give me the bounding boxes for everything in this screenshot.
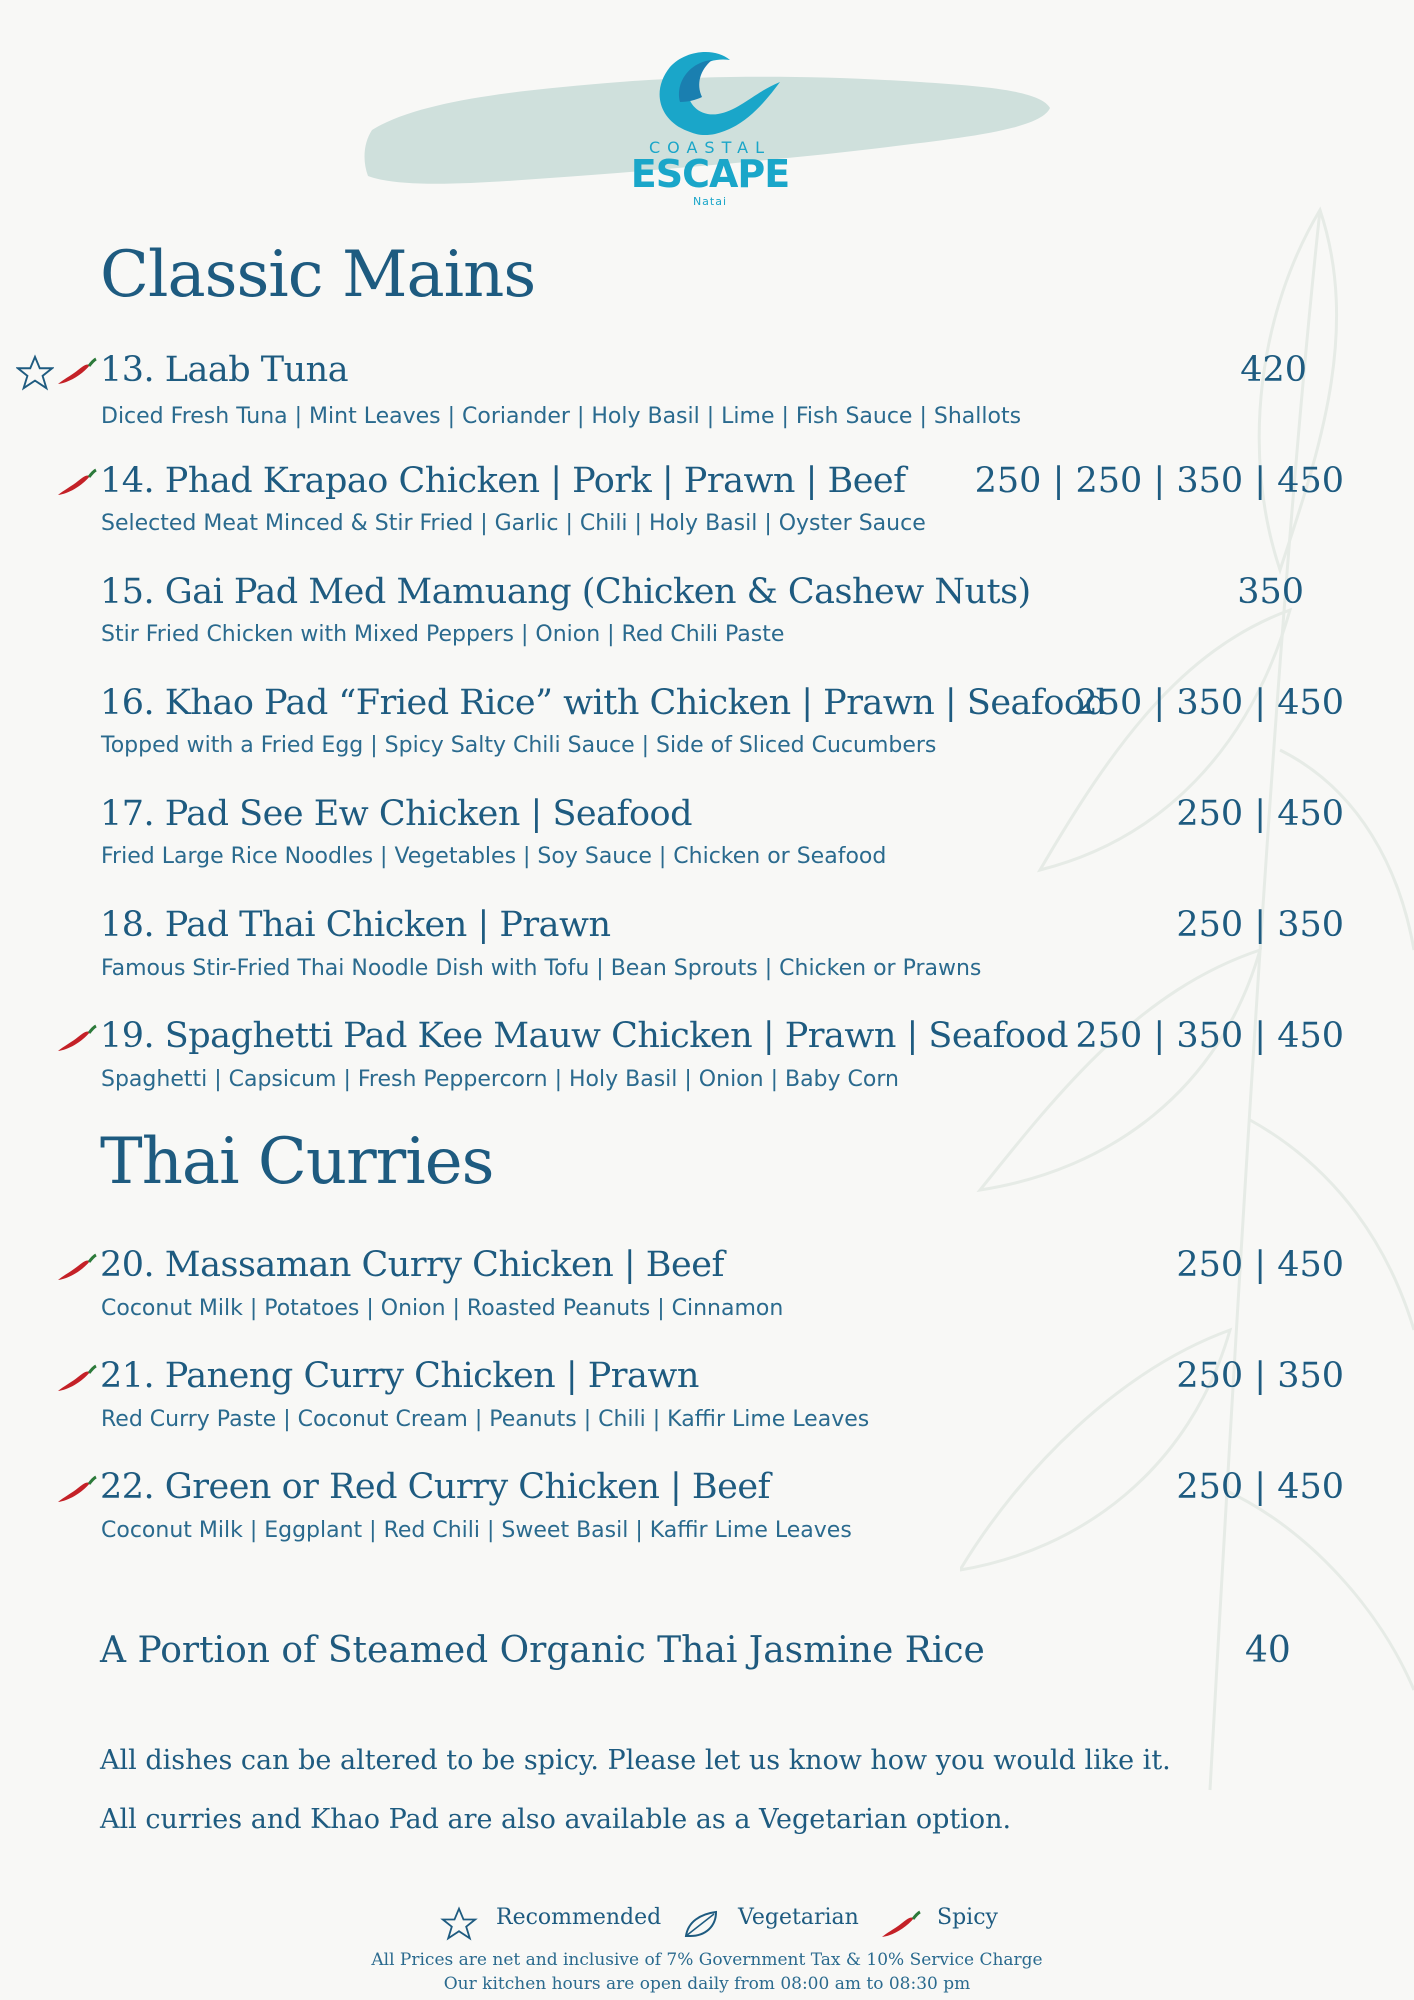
note-spicy: All dishes can be altered to be spicy. Please let us know how you would like it. [100,1745,1171,1776]
brand-logo [360,40,1060,220]
section-title-classic-mains: Classic Mains [100,238,536,312]
menu-item-desc: Diced Fresh Tuna | Mint Leaves | Coriander | Holy Basil | Lime | Fish Sauce | Shallots [101,404,1022,429]
menu-item-desc: Topped with a Fried Egg | Spicy Salty Chili Sauce | Side of Sliced Cucumbers [101,733,937,758]
menu-item-desc: Coconut Milk | Eggplant | Red Chili | Sweet Basil | Kaffir Lime Leaves [101,1518,852,1543]
menu-item-price: 250 | 350 | 450 [1075,683,1344,723]
brand-line3: Natai [692,195,728,208]
section-title-thai-curries: Thai Curries [100,1125,494,1199]
menu-item-price: 250 | 350 [1176,905,1344,945]
chili-icon [56,1253,98,1283]
menu-item-desc: Fried Large Rice Noodles | Vegetables | Soy Sauce | Chicken or Seafood [101,844,887,869]
menu-item-desc: Spaghetti | Capsicum | Fresh Peppercorn | Holy Basil | Onion | Baby Corn [101,1067,899,1092]
menu-item-name: 19. Spaghetti Pad Kee Mauw Chicken | Prawn | Seafood [100,1016,1068,1056]
rice-item-name: A Portion of Steamed Organic Thai Jasmine Rice [100,1630,985,1671]
menu-item-price: 250 | 250 | 350 | 450 [974,461,1344,501]
legend-spicy: Spicy [937,1905,998,1930]
footer-kitchen-hours: Our kitchen hours are open daily from 08:00 am to 08:30 pm [443,1974,971,1994]
wave-logo-icon [630,42,790,142]
chili-icon [56,468,98,498]
menu-item-name: 17. Pad See Ew Chicken | Seafood [100,794,693,834]
menu-item-name: 15. Gai Pad Med Mamuang (Chicken & Cashew Nuts) [100,572,1031,612]
footer-prices-note: All Prices are net and inclusive of 7% Government Tax & 10% Service Charge [371,1950,1043,1970]
menu-item-desc: Red Curry Paste | Coconut Cream | Peanuts | Chili | Kaffir Lime Leaves [101,1407,870,1432]
legend-vegetarian: Vegetarian [738,1905,859,1930]
menu-item-name: 20. Massaman Curry Chicken | Beef [100,1245,724,1285]
menu-item-name: 18. Pad Thai Chicken | Prawn [100,905,611,945]
menu-item-desc: Selected Meat Minced & Stir Fried | Garlic | Chili | Holy Basil | Oyster Sauce [101,511,926,536]
chili-icon [56,357,98,387]
leaf-icon [682,1908,722,1940]
chili-icon [880,1910,922,1940]
note-vegetarian: All curries and Khao Pad are also available as a Vegetarian option. [100,1804,1012,1835]
brand-line2: ESCAPE [630,152,790,196]
leaf-watermark-icon [960,190,1414,1810]
rice-item-price: 40 [1245,1630,1291,1671]
chili-icon [56,1024,98,1054]
menu-item-name: 21. Paneng Curry Chicken | Prawn [100,1356,699,1396]
chili-icon [56,1364,98,1394]
star-icon [16,354,54,392]
menu-item-desc: Famous Stir-Fried Thai Noodle Dish with Tofu | Bean Sprouts | Chicken or Prawns [101,956,982,981]
menu-item-name: 14. Phad Krapao Chicken | Pork | Prawn | Beef [100,461,906,501]
menu-item-price: 250 | 350 [1176,1356,1344,1396]
menu-item-desc: Coconut Milk | Potatoes | Onion | Roasted Peanuts | Cinnamon [101,1296,784,1321]
menu-item-price: 250 | 450 [1176,794,1344,834]
menu-item-name: 13. Laab Tuna [100,350,349,390]
star-icon [440,1906,478,1942]
menu-item-name: 22. Green or Red Curry Chicken | Beef [100,1467,770,1507]
menu-item-price: 250 | 450 [1176,1245,1344,1285]
menu-item-price: 250 | 450 [1176,1467,1344,1507]
menu-item-price: 250 | 350 | 450 [1075,1016,1344,1056]
menu-item-price: 350 [1237,572,1304,612]
menu-item-desc: Stir Fried Chicken with Mixed Peppers | Onion | Red Chili Paste [101,622,785,647]
menu-item-price: 420 [1240,350,1307,390]
brand-line1: COASTAL [649,138,771,157]
chili-icon [56,1475,98,1505]
legend-recommended: Recommended [496,1905,662,1930]
menu-item-name: 16. Khao Pad “Fried Rice” with Chicken | Prawn | Seafood [100,683,1107,723]
